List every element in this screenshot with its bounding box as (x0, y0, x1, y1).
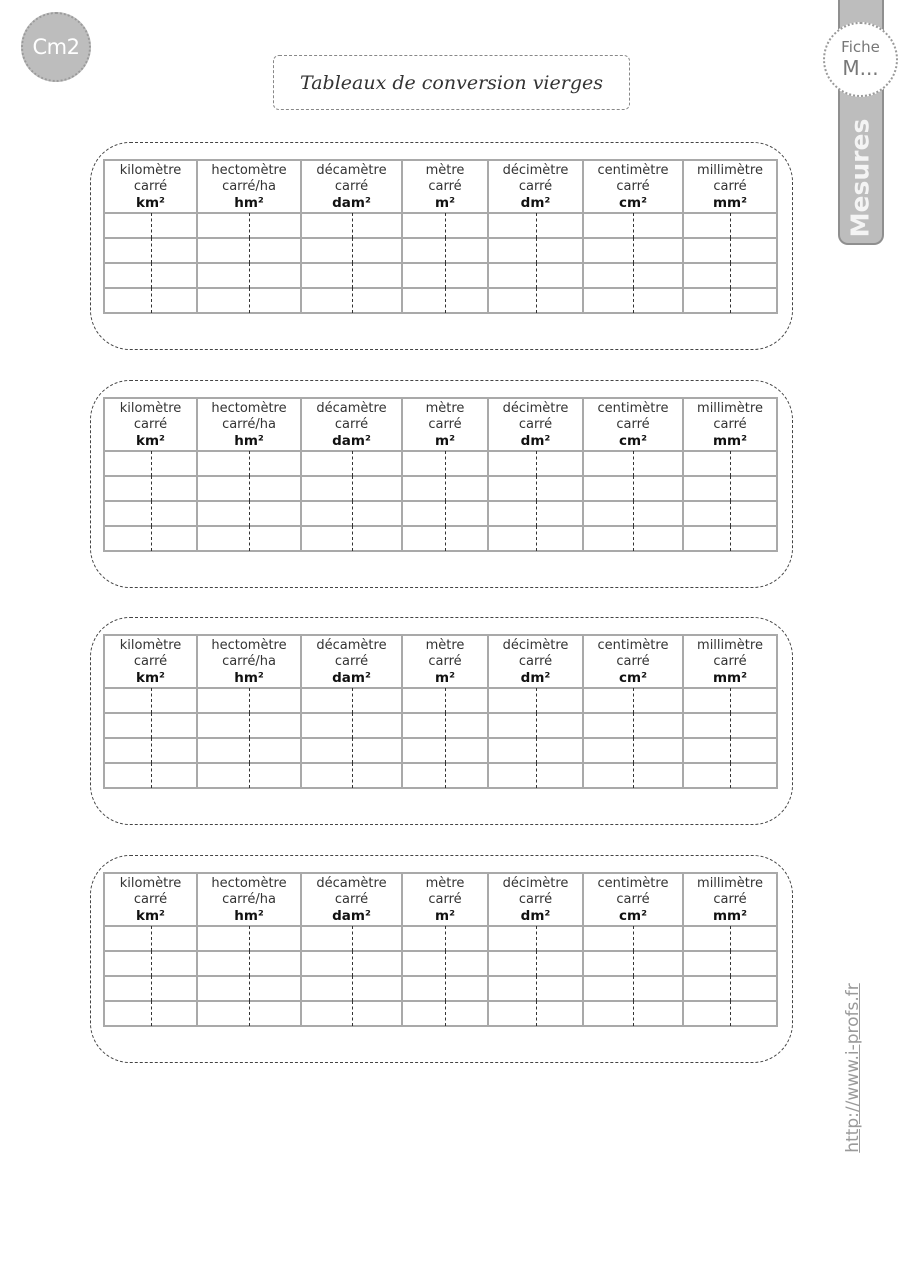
table-cell[interactable] (301, 213, 402, 238)
table-cell[interactable] (402, 713, 488, 738)
table-cell[interactable] (583, 476, 683, 501)
unit-symbol: dm² (520, 432, 551, 449)
unit-qualifier: carré (518, 416, 553, 432)
table-cell[interactable] (301, 763, 402, 788)
table-cell[interactable] (197, 288, 301, 313)
table-cell[interactable] (197, 263, 301, 288)
unit-symbol: mm² (712, 907, 748, 924)
unit-name: millimètre (697, 875, 763, 891)
table-cell[interactable] (488, 763, 583, 788)
unit-qualifier: carré (713, 653, 747, 669)
unit-header (197, 398, 301, 451)
unit-qualifier: carré (616, 891, 650, 907)
unit-name: mètre (425, 400, 465, 416)
table-cell[interactable] (683, 951, 777, 976)
table-cell[interactable] (488, 288, 583, 313)
table-cell[interactable] (583, 526, 683, 551)
unit-name: décimètre (502, 162, 569, 178)
unit-header (104, 398, 197, 451)
unit-symbol: hm² (234, 907, 264, 924)
unit-qualifier: carré (334, 416, 369, 432)
table-row (104, 1001, 777, 1026)
table-cell[interactable] (583, 501, 683, 526)
table-cell[interactable] (488, 526, 583, 551)
table-cell[interactable] (683, 213, 777, 238)
table-cell[interactable] (683, 763, 777, 788)
table-cell[interactable] (683, 288, 777, 313)
unit-symbol: cm² (619, 669, 647, 686)
footer-url[interactable]: http://www.i-profs.fr (843, 983, 863, 1153)
unit-qualifier: carré (713, 416, 747, 432)
unit-qualifier: carré/ha (222, 653, 276, 669)
unit-qualifier: carré (428, 891, 462, 907)
unit-symbol: m² (435, 669, 455, 686)
table-cell[interactable] (402, 926, 488, 951)
unit-symbol: m² (435, 432, 455, 449)
table-row (104, 501, 777, 526)
unit-name: millimètre (697, 162, 763, 178)
unit-name: décamètre (316, 162, 387, 178)
page-title: Tableaux de conversion vierges (273, 55, 630, 110)
table-cell[interactable] (104, 451, 197, 476)
table-cell[interactable] (402, 501, 488, 526)
unit-qualifier: carré (518, 653, 553, 669)
table-row (104, 263, 777, 288)
unit-name: kilomètre (119, 400, 182, 416)
conversion-table (103, 397, 778, 552)
table-cell[interactable] (488, 1001, 583, 1026)
unit-name: centimètre (597, 162, 669, 178)
unit-symbol: km² (136, 194, 165, 211)
table-cell[interactable] (583, 238, 683, 263)
table-cell[interactable] (402, 738, 488, 763)
unit-header (301, 635, 402, 688)
unit-qualifier: carré (133, 178, 168, 194)
table-cell[interactable] (488, 976, 583, 1001)
unit-header (488, 635, 583, 688)
unit-qualifier: carré (518, 891, 553, 907)
unit-qualifier: carré (133, 653, 168, 669)
table-cell[interactable] (301, 501, 402, 526)
unit-name: centimètre (597, 400, 669, 416)
unit-header (104, 160, 197, 213)
table-cell[interactable] (104, 526, 197, 551)
unit-qualifier: carré (616, 178, 650, 194)
table-cell[interactable] (197, 926, 301, 951)
table-cell[interactable] (683, 926, 777, 951)
unit-name: centimètre (597, 637, 669, 653)
table-cell[interactable] (104, 713, 197, 738)
table-cell[interactable] (197, 526, 301, 551)
unit-symbol: km² (136, 432, 165, 449)
unit-name: mètre (425, 637, 465, 653)
unit-symbol: mm² (712, 194, 748, 211)
unit-header (301, 398, 402, 451)
table-cell[interactable] (683, 451, 777, 476)
unit-header (488, 160, 583, 213)
unit-header (104, 873, 197, 926)
table-cell[interactable] (402, 263, 488, 288)
unit-name: hectomètre (211, 400, 287, 416)
table-cell[interactable] (197, 976, 301, 1001)
table-row (104, 476, 777, 501)
unit-header (301, 873, 402, 926)
unit-symbol: dam² (332, 194, 371, 211)
unit-symbol: mm² (712, 669, 748, 686)
unit-header (197, 160, 301, 213)
unit-name: kilomètre (119, 637, 182, 653)
unit-header (488, 873, 583, 926)
table-cell[interactable] (301, 451, 402, 476)
unit-name: hectomètre (211, 162, 287, 178)
table-cell[interactable] (197, 688, 301, 713)
unit-name: décimètre (502, 875, 569, 891)
unit-qualifier: carré/ha (222, 178, 276, 194)
table-row (104, 738, 777, 763)
table-cell[interactable] (104, 288, 197, 313)
table-cell[interactable] (683, 976, 777, 1001)
table-cell[interactable] (104, 951, 197, 976)
table-cell[interactable] (583, 263, 683, 288)
table-cell[interactable] (583, 688, 683, 713)
unit-name: hectomètre (211, 637, 287, 653)
table-row (104, 688, 777, 713)
unit-header (683, 160, 777, 213)
unit-header (402, 873, 488, 926)
unit-name: hectomètre (211, 875, 287, 891)
unit-qualifier: carré (713, 178, 747, 194)
unit-symbol: mm² (712, 432, 748, 449)
table-cell[interactable] (197, 951, 301, 976)
table-cell[interactable] (197, 738, 301, 763)
unit-qualifier: carré/ha (222, 416, 276, 432)
table-cell[interactable] (197, 1001, 301, 1026)
table-cell[interactable] (683, 476, 777, 501)
unit-header (583, 160, 683, 213)
unit-name: millimètre (697, 637, 763, 653)
unit-qualifier: carré (616, 416, 650, 432)
unit-name: décimètre (502, 637, 569, 653)
table-cell[interactable] (402, 476, 488, 501)
table-row (104, 976, 777, 1001)
table-cell[interactable] (402, 451, 488, 476)
unit-header (402, 160, 488, 213)
table-cell[interactable] (301, 738, 402, 763)
level-badge: Cm2 (21, 12, 91, 82)
table-cell[interactable] (583, 713, 683, 738)
table-row (104, 951, 777, 976)
unit-qualifier: carré (428, 178, 462, 194)
table-cell[interactable] (488, 713, 583, 738)
unit-qualifier: carré (334, 891, 369, 907)
conversion-table (103, 634, 778, 789)
unit-name: kilomètre (119, 162, 182, 178)
table-cell[interactable] (488, 738, 583, 763)
table-cell[interactable] (197, 763, 301, 788)
unit-name: décamètre (316, 637, 387, 653)
table-cell[interactable] (301, 713, 402, 738)
unit-symbol: dm² (520, 194, 551, 211)
table-cell[interactable] (583, 976, 683, 1001)
table-cell[interactable] (104, 926, 197, 951)
table-cell[interactable] (301, 263, 402, 288)
unit-name: décimètre (502, 400, 569, 416)
unit-symbol: cm² (619, 194, 647, 211)
table-cell[interactable] (301, 288, 402, 313)
table-cell[interactable] (104, 238, 197, 263)
unit-qualifier: carré (428, 416, 462, 432)
table-cell[interactable] (683, 263, 777, 288)
unit-name: décamètre (316, 400, 387, 416)
table-cell[interactable] (583, 951, 683, 976)
table-cell[interactable] (104, 501, 197, 526)
table-cell[interactable] (402, 951, 488, 976)
table-cell[interactable] (104, 688, 197, 713)
table-cell[interactable] (683, 713, 777, 738)
table-cell[interactable] (301, 1001, 402, 1026)
table-cell[interactable] (583, 738, 683, 763)
table-row (104, 213, 777, 238)
table-cell[interactable] (197, 476, 301, 501)
table-cell[interactable] (301, 526, 402, 551)
unit-symbol: hm² (234, 432, 264, 449)
table-cell[interactable] (583, 213, 683, 238)
conversion-table (103, 872, 778, 1027)
unit-name: mètre (425, 162, 465, 178)
table-cell[interactable] (104, 738, 197, 763)
table-cell[interactable] (197, 213, 301, 238)
unit-symbol: km² (136, 669, 165, 686)
table-cell[interactable] (402, 688, 488, 713)
table-row (104, 288, 777, 313)
table-cell[interactable] (197, 238, 301, 263)
unit-qualifier: carré (713, 891, 747, 907)
table-cell[interactable] (104, 976, 197, 1001)
fiche-badge (823, 22, 898, 97)
unit-header (583, 873, 683, 926)
unit-header (197, 635, 301, 688)
unit-symbol: dm² (520, 907, 551, 924)
table-cell[interactable] (402, 288, 488, 313)
table-row (104, 238, 777, 263)
unit-symbol: cm² (619, 432, 647, 449)
table-cell[interactable] (402, 976, 488, 1001)
unit-qualifier: carré (133, 416, 168, 432)
unit-qualifier: carré (428, 653, 462, 669)
table-cell[interactable] (104, 263, 197, 288)
table-cell[interactable] (301, 951, 402, 976)
unit-symbol: hm² (234, 194, 264, 211)
table-row (104, 451, 777, 476)
table-cell[interactable] (104, 213, 197, 238)
table-cell[interactable] (402, 526, 488, 551)
unit-header (488, 398, 583, 451)
table-cell[interactable] (683, 1001, 777, 1026)
unit-name: millimètre (697, 400, 763, 416)
table-cell[interactable] (488, 213, 583, 238)
table-cell[interactable] (583, 288, 683, 313)
table-cell[interactable] (197, 713, 301, 738)
table-cell[interactable] (683, 738, 777, 763)
table-cell[interactable] (683, 526, 777, 551)
table-cell[interactable] (583, 926, 683, 951)
table-cell[interactable] (301, 476, 402, 501)
table-row (104, 926, 777, 951)
unit-header (197, 873, 301, 926)
unit-symbol: km² (136, 907, 165, 924)
table-cell[interactable] (488, 951, 583, 976)
fiche-code: M... (842, 56, 879, 80)
unit-qualifier: carré (133, 891, 168, 907)
unit-symbol: m² (435, 907, 455, 924)
table-cell[interactable] (104, 476, 197, 501)
conversion-table (103, 159, 778, 314)
table-cell[interactable] (488, 238, 583, 263)
unit-header (683, 398, 777, 451)
unit-qualifier: carré (334, 653, 369, 669)
unit-header (583, 398, 683, 451)
table-cell[interactable] (488, 263, 583, 288)
table-row (104, 713, 777, 738)
table-cell[interactable] (104, 1001, 197, 1026)
table-cell[interactable] (197, 501, 301, 526)
unit-header (583, 635, 683, 688)
table-cell[interactable] (683, 688, 777, 713)
table-cell[interactable] (488, 476, 583, 501)
table-cell[interactable] (402, 238, 488, 263)
table-cell[interactable] (683, 501, 777, 526)
unit-header (402, 635, 488, 688)
table-cell[interactable] (402, 1001, 488, 1026)
unit-qualifier: carré/ha (222, 891, 276, 907)
unit-name: kilomètre (119, 875, 182, 891)
unit-symbol: m² (435, 194, 455, 211)
table-cell[interactable] (197, 451, 301, 476)
table-cell[interactable] (488, 501, 583, 526)
table-cell[interactable] (301, 976, 402, 1001)
subject-tab-label: Mesures (845, 118, 875, 238)
unit-name: décamètre (316, 875, 387, 891)
table-cell[interactable] (488, 451, 583, 476)
unit-symbol: hm² (234, 669, 264, 686)
table-cell[interactable] (583, 763, 683, 788)
table-row (104, 763, 777, 788)
table-cell[interactable] (488, 688, 583, 713)
table-cell[interactable] (301, 926, 402, 951)
unit-symbol: dam² (332, 907, 371, 924)
unit-name: centimètre (597, 875, 669, 891)
unit-header (402, 398, 488, 451)
unit-name: mètre (425, 875, 465, 891)
unit-qualifier: carré (518, 178, 553, 194)
unit-symbol: dam² (332, 432, 371, 449)
unit-qualifier: carré (616, 653, 650, 669)
unit-symbol: cm² (619, 907, 647, 924)
fiche-label: Fiche (841, 38, 880, 56)
table-row (104, 526, 777, 551)
table-cell[interactable] (583, 1001, 683, 1026)
unit-symbol: dm² (520, 669, 551, 686)
table-cell[interactable] (301, 688, 402, 713)
table-cell[interactable] (683, 238, 777, 263)
table-cell[interactable] (488, 926, 583, 951)
table-cell[interactable] (301, 238, 402, 263)
unit-header (683, 873, 777, 926)
table-cell[interactable] (104, 763, 197, 788)
unit-symbol: dam² (332, 669, 371, 686)
unit-qualifier: carré (334, 178, 369, 194)
unit-header (104, 635, 197, 688)
unit-header (683, 635, 777, 688)
table-cell[interactable] (402, 763, 488, 788)
unit-header (301, 160, 402, 213)
table-cell[interactable] (583, 451, 683, 476)
table-cell[interactable] (402, 213, 488, 238)
